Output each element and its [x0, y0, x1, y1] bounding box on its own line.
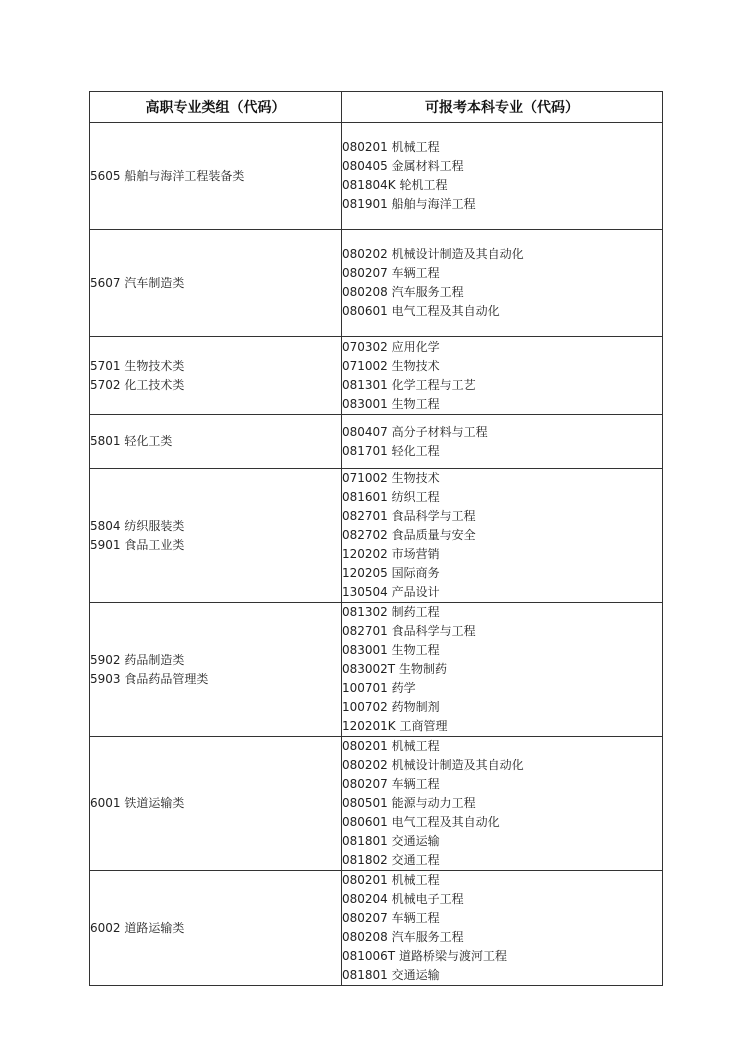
vocational-group: 6001 铁道运输类	[90, 796, 185, 810]
table-row	[90, 871, 663, 986]
undergrad-majors-cell	[342, 871, 663, 986]
undergrad-major: 083001 生物工程	[342, 396, 440, 411]
undergrad-major: 070302 应用化学	[342, 339, 440, 354]
vocational-group: 5902 药品制造类	[90, 652, 185, 667]
undergrad-major: 080202 机械设计制造及其自动化	[342, 758, 524, 772]
undergrad-major: 081801 交通运输	[342, 834, 440, 848]
vocational-group-cell	[90, 415, 342, 469]
undergrad-major: 130504 产品设计	[342, 585, 440, 599]
header-row	[90, 92, 663, 123]
undergrad-majors-cell	[342, 337, 663, 415]
undergrad-major: 120201K 工商管理	[342, 719, 448, 733]
undergrad-major: 080204 机械电子工程	[342, 892, 464, 906]
vocational-group-cell	[90, 737, 342, 871]
vocational-group-cell	[90, 337, 342, 415]
header-undergrad-major: 可报考本科专业（代码）	[342, 92, 663, 123]
undergrad-major: 100702 药物制剂	[342, 700, 440, 714]
table-row	[90, 123, 663, 230]
undergrad-major: 082701 食品科学与工程	[342, 509, 476, 523]
undergrad-major: 080208 汽车服务工程	[342, 930, 464, 944]
undergrad-major: 082701 食品科学与工程	[342, 624, 476, 638]
undergrad-major: 080207 车辆工程	[342, 911, 440, 925]
undergrad-major: 071002 生物技术	[342, 471, 440, 485]
vocational-group: 5801 轻化工类	[90, 434, 173, 448]
vocational-group: 5605 船舶与海洋工程装备类	[90, 168, 245, 183]
undergrad-majors-cell	[342, 415, 663, 469]
vocational-group: 5901 食品工业类	[90, 537, 185, 552]
undergrad-major: 080201 机械工程	[342, 140, 440, 154]
undergrad-majors-cell	[342, 469, 663, 603]
undergrad-major: 081601 纺织工程	[342, 490, 440, 504]
table-row	[90, 415, 663, 469]
undergrad-majors-cell	[342, 230, 663, 337]
vocational-group: 5701 生物技术类	[90, 358, 185, 373]
table-row	[90, 230, 663, 337]
vocational-group: 5607 汽车制造类	[90, 275, 185, 290]
undergrad-major: 082702 食品质量与安全	[342, 528, 476, 542]
undergrad-major: 080202 机械设计制造及其自动化	[342, 247, 524, 261]
undergrad-major: 080601 电气工程及其自动化	[342, 815, 500, 829]
undergrad-major: 080405 金属材料工程	[342, 159, 464, 173]
undergrad-major: 081301 化学工程与工艺	[342, 377, 476, 392]
undergrad-major: 080407 高分子材料与工程	[342, 424, 488, 439]
vocational-group: 5702 化工技术类	[90, 377, 185, 392]
table-row	[90, 337, 663, 415]
undergrad-major: 081701 轻化工程	[342, 443, 440, 458]
undergrad-major: 120202 市场营销	[342, 547, 440, 561]
undergrad-major: 080201 机械工程	[342, 873, 440, 887]
undergrad-major: 080207 车辆工程	[342, 266, 440, 280]
undergrad-majors-cell	[342, 123, 663, 230]
vocational-group-cell	[90, 123, 342, 230]
undergrad-major: 080208 汽车服务工程	[342, 285, 464, 299]
table-row	[90, 469, 663, 603]
table-row	[90, 603, 663, 737]
undergrad-major: 080501 能源与动力工程	[342, 796, 476, 810]
vocational-group: 5903 食品药品管理类	[90, 671, 209, 686]
undergrad-major: 083001 生物工程	[342, 643, 440, 657]
undergrad-major: 081804K 轮机工程	[342, 178, 448, 192]
undergrad-major: 100701 药学	[342, 681, 416, 695]
major-mapping-table	[89, 91, 663, 986]
table-row	[90, 737, 663, 871]
vocational-group: 6002 道路运输类	[90, 920, 185, 935]
undergrad-major: 081006T 道路桥梁与渡河工程	[342, 949, 507, 963]
vocational-group-cell	[90, 230, 342, 337]
undergrad-major: 080207 车辆工程	[342, 777, 440, 791]
undergrad-major: 081802 交通工程	[342, 853, 440, 867]
undergrad-major: 071002 生物技术	[342, 358, 440, 373]
vocational-group-cell	[90, 469, 342, 603]
undergrad-major: 081302 制药工程	[342, 605, 440, 619]
undergrad-majors-cell	[342, 603, 663, 737]
undergrad-major: 080601 电气工程及其自动化	[342, 304, 500, 318]
undergrad-major: 081801 交通运输	[342, 968, 440, 982]
undergrad-major: 081901 船舶与海洋工程	[342, 197, 476, 211]
undergrad-major: 080201 机械工程	[342, 739, 440, 753]
vocational-group-cell	[90, 871, 342, 986]
header-vocational-group: 高职专业类组（代码）	[90, 92, 342, 123]
undergrad-major: 120205 国际商务	[342, 566, 440, 580]
undergrad-majors-cell	[342, 737, 663, 871]
undergrad-major: 083002T 生物制药	[342, 662, 447, 676]
vocational-group: 5804 纺织服装类	[90, 518, 185, 533]
vocational-group-cell	[90, 603, 342, 737]
